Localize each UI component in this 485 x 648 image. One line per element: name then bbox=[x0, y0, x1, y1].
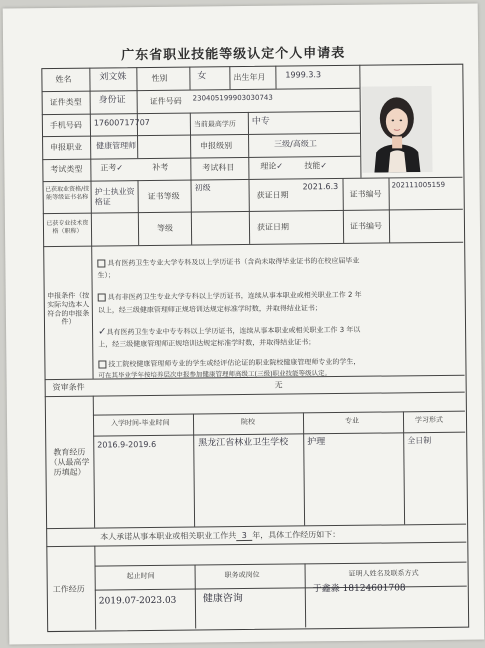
exam-makeup-option bbox=[152, 164, 168, 172]
cert-level-value: 初级 bbox=[194, 183, 211, 193]
condition-3-mark: ✓ bbox=[98, 326, 107, 338]
birth-label: 出生年月 bbox=[233, 72, 266, 83]
phone-value: 17600717707 bbox=[93, 117, 150, 128]
name-label: 姓名 bbox=[55, 74, 72, 84]
condition-3-text-2: 上，经三级健康管理师正规培训达规定标准学时数，并取得结业证书； bbox=[98, 338, 316, 349]
work-row-reference: 于鑫淼 18124601708 bbox=[312, 583, 406, 595]
phone-label: 手机号码 bbox=[49, 120, 82, 131]
exam-normal-option bbox=[100, 164, 123, 172]
exam-makeup-label: 补考 bbox=[152, 162, 169, 172]
exam-normal-checkmark: ✓ bbox=[116, 163, 124, 173]
work-row-time: 2019.07-2023.03 bbox=[98, 595, 177, 607]
cert-date-label: 获证日期 bbox=[256, 190, 289, 200]
theory-label: 理论 bbox=[260, 161, 277, 171]
professional-title-label: 已获专业技术资格（职称） bbox=[46, 219, 89, 235]
gender-label: 性别 bbox=[151, 73, 168, 83]
education-header-major: 专业 bbox=[344, 416, 360, 425]
exam-subject-label: 考试科目 bbox=[202, 163, 235, 173]
form-title: 广东省职业技能等级认定个人申请表 bbox=[121, 45, 346, 64]
condition-1-checkbox[interactable] bbox=[97, 259, 105, 267]
skill-option bbox=[304, 162, 327, 170]
education-row-major: 护理 bbox=[307, 437, 326, 448]
applicant-photo bbox=[362, 86, 433, 173]
job-value: 健康管理师 bbox=[96, 141, 137, 151]
condition-4-text-2: 可在其毕业学年按培养层次申报参加健康管理师高级工(三级)职业技能等级认定。 bbox=[98, 369, 332, 380]
condition-1-text-2: 生）； bbox=[97, 271, 116, 280]
cert-name-label: 已获取业资格/技能等级证书名称 bbox=[45, 185, 90, 201]
id-number-label: 证件号码 bbox=[149, 96, 182, 106]
education-header-school: 院校 bbox=[240, 417, 256, 427]
condition-2-checkbox[interactable] bbox=[98, 293, 106, 301]
education-label: 教育经历（从最高学历填起） bbox=[49, 447, 90, 477]
condition-3-text-1: 具有医药卫生专业中专专科以上学历证书，连续从事本职业或相关职业工作 3 年以 bbox=[106, 325, 361, 337]
id-type-label: 证件类型 bbox=[49, 97, 82, 108]
skill-checkmark: ✓ bbox=[320, 161, 328, 171]
job-label: 申报职业 bbox=[50, 142, 83, 153]
title-level-label: 等级 bbox=[156, 223, 174, 233]
work-label: 工作经历 bbox=[52, 584, 85, 595]
birth-value: 1999.3.3 bbox=[285, 70, 322, 80]
education-header-time: 入学时间-毕业时间 bbox=[110, 418, 170, 428]
education-row-school: 黑龙江省林业卫生学校 bbox=[198, 437, 289, 449]
cert-date-value: 2021.6.3 bbox=[302, 182, 339, 192]
condition-4-text-1: 技工院校健康管理师专业的学生或经评估论证的职业院校健康管理师专业的学生， bbox=[108, 357, 361, 369]
education-level-label: 当前最高学历 bbox=[193, 120, 236, 129]
eligibility-value: 无 bbox=[274, 380, 283, 390]
cert-number-value: 202111005159 bbox=[391, 180, 446, 190]
gender-value: 女 bbox=[197, 71, 207, 82]
education-row-form: 全日制 bbox=[407, 436, 432, 446]
work-header-reference: 证明人姓名及联系方式 bbox=[348, 569, 419, 578]
cert-name-value: 护士执业资格证 bbox=[94, 187, 135, 207]
application-form-paper bbox=[3, 4, 485, 645]
title-number-label: 证书编号 bbox=[349, 221, 383, 231]
condition-2-text-1: 具有非医药卫生专业大学专科以上学历证书，连续从事本职业或相关职业工作 2 年 bbox=[107, 290, 362, 302]
condition-1-text-1: 具有医药卫生专业大学专科及以上学历证书（含尚未取得毕业证书的在校应届毕业 bbox=[107, 256, 360, 268]
condition-2-text-2: 以上，经三级健康管理师正规培训达规定标准学时数，并取得结业证书； bbox=[97, 304, 322, 315]
level-value: 三级/高级工 bbox=[274, 139, 317, 149]
exam-type-label: 考试类型 bbox=[50, 164, 83, 175]
title-date-label: 获证日期 bbox=[256, 222, 290, 232]
conditions-label: 申报条件（按实际勾选本人符合的申报条件） bbox=[47, 291, 90, 327]
work-pledge-pre: 本人承诺从事本职业或相关职业工作共 bbox=[100, 531, 237, 542]
id-number-value: 230405199903030743 bbox=[192, 93, 273, 103]
education-level-value: 中专 bbox=[251, 116, 270, 127]
education-header-form: 学习形式 bbox=[414, 415, 444, 425]
eligibility-label: 资审条件 bbox=[52, 382, 85, 393]
work-row-position: 健康咨询 bbox=[202, 593, 243, 605]
work-header-position: 职务或岗位 bbox=[224, 570, 260, 580]
level-label: 申报级别 bbox=[200, 141, 233, 151]
exam-normal-label: 正考 bbox=[100, 163, 117, 173]
skill-label: 技能 bbox=[304, 161, 321, 171]
education-row-time: 2016.9-2019.6 bbox=[97, 439, 157, 450]
work-pledge-years: 3 bbox=[236, 532, 252, 541]
portrait-image bbox=[362, 86, 433, 173]
condition-4-checkbox[interactable] bbox=[98, 360, 106, 368]
theory-checkmark: ✓ bbox=[276, 161, 284, 171]
work-header-time: 起止时间 bbox=[126, 571, 155, 581]
cert-level-label: 证书等级 bbox=[147, 191, 180, 201]
name-value: 刘文姝 bbox=[99, 72, 127, 83]
id-type-value: 身份证 bbox=[98, 95, 126, 106]
cert-number-label: 证书编号 bbox=[349, 189, 382, 199]
work-pledge-post: 年，具体工作经历如下： bbox=[252, 529, 341, 540]
theory-option bbox=[260, 163, 283, 171]
